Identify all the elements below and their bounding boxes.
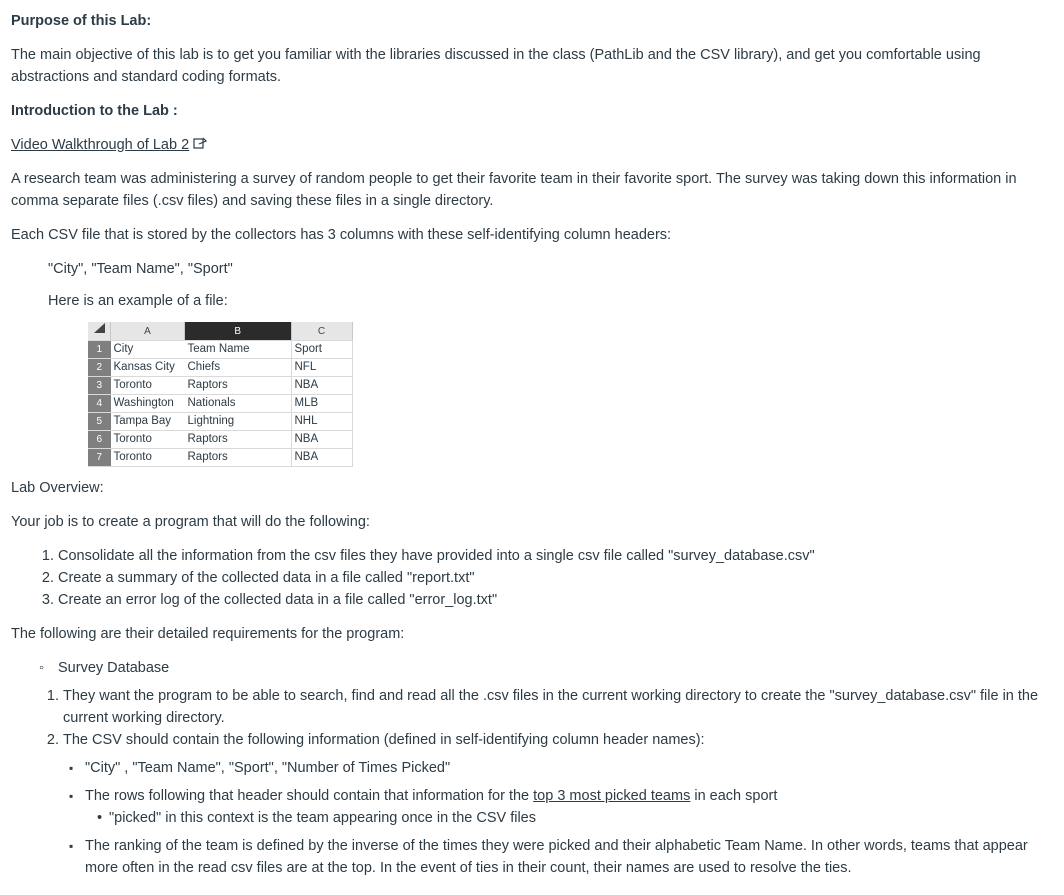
sheet-cell: Raptors xyxy=(185,449,292,467)
sheet-cell: NHL xyxy=(291,413,352,431)
example-label: Here is an example of a file: xyxy=(48,293,228,310)
sheet-corner xyxy=(88,322,111,341)
external-link-icon xyxy=(193,134,207,156)
sheet-cell: Team Name xyxy=(185,341,292,359)
rows-text-post: in each sport xyxy=(690,788,778,805)
sheet-col-a: A xyxy=(111,322,185,341)
example-spreadsheet xyxy=(88,322,353,467)
survey-database-label: Survey Database xyxy=(58,660,170,677)
list-item-text: The CSV should contain the following information (defined in self-identifying column header names): xyxy=(63,732,705,749)
overview-intro: Your job is to create a program that will do the following: xyxy=(11,514,370,531)
sheet-row-number: 4 xyxy=(88,395,111,413)
sheet-cell: Lightning xyxy=(185,413,292,431)
sheet-cell: Kansas City xyxy=(111,359,185,377)
sheet-cell: Tampa Bay xyxy=(111,413,185,431)
sheet-row xyxy=(88,359,352,377)
sheet-cell: Toronto xyxy=(111,431,185,449)
csv-details-list xyxy=(63,757,1053,879)
top-3-link: top 3 most picked teams xyxy=(533,788,691,805)
sheet-row xyxy=(88,449,352,467)
list-item: 1. They want the program to be able to search, find and read all the .csv files in the current working directory to create the "survey_database.csv" file in the current working directory. xyxy=(63,685,1053,729)
sheet-cell: Toronto xyxy=(111,449,185,467)
list-item: 2. Create a summary of the collected data in a file called "report.txt" xyxy=(58,567,1053,589)
list-item: 1. Consolidate all the information from the csv files they have provided into a single csv file called "survey_database.csv" xyxy=(58,545,1053,567)
sheet-col-c: C xyxy=(291,322,352,341)
sheet-cell: Chiefs xyxy=(185,359,292,377)
sheet-row xyxy=(88,395,352,413)
list-item xyxy=(63,729,1053,879)
sheet-cell: City xyxy=(111,341,185,359)
headers-example: "City", "Team Name", "Sport" xyxy=(48,261,233,278)
sheet-row-number: 5 xyxy=(88,413,111,431)
sheet-row xyxy=(88,413,352,431)
sheet-cell: MLB xyxy=(291,395,352,413)
sheet-cell: NBA xyxy=(291,377,352,395)
intro-heading: Introduction to the Lab : xyxy=(11,103,178,119)
video-walkthrough-link[interactable]: Video Walkthrough of Lab 2 xyxy=(11,137,190,153)
requirements-intro: The following are their detailed requirements for the program: xyxy=(11,626,405,643)
sheet-cell: Washington xyxy=(111,395,185,413)
list-item: 3. Create an error log of the collected data in a file called "error_log.txt" xyxy=(58,589,1053,611)
sheet-row xyxy=(88,431,352,449)
sheet-cell: Nationals xyxy=(185,395,292,413)
sheet-col-b: B xyxy=(185,322,292,341)
sheet-cell: Sport xyxy=(291,341,352,359)
intro-paragraph-2: Each CSV file that is stored by the collectors has 3 columns with these self-identifying column headers: xyxy=(11,227,672,244)
intro-paragraph-1: A research team was administering a survey of random people to get their favorite team in their favorite sport. The survey was taking down this information in comma separate files (.csv files) and saving these files in a single directory. xyxy=(11,171,1017,210)
overview-heading: Lab Overview: xyxy=(11,480,104,497)
sheet-row-number: 2 xyxy=(88,359,111,377)
sheet-cell: NBA xyxy=(291,449,352,467)
rows-text-pre: The rows following that header should contain that information for the xyxy=(85,788,534,805)
sheet-row-number: 1 xyxy=(88,341,111,359)
sheet-column-header-row xyxy=(88,322,352,341)
list-item: ▪ "City" , "Team Name", "Sport", "Number of Times Picked" xyxy=(85,757,1053,779)
sheet-cell: Raptors xyxy=(185,377,292,395)
sheet-row-number: 6 xyxy=(88,431,111,449)
sheet-row xyxy=(88,341,352,359)
list-item: ▪ The ranking of the team is defined by the inverse of the times they were picked and their alphabetic Team Name. In other words, teams that appear more often in the read csv files are at the top. In the event of ties in their count, their names are used to resolve the ties. xyxy=(85,835,1045,879)
sheet-cell: Toronto xyxy=(111,377,185,395)
list-item: • "picked" in this context is the team appearing once in the CSV files xyxy=(109,807,1053,829)
sheet-row-number: 7 xyxy=(88,449,111,467)
video-link-row xyxy=(11,134,1053,156)
sheet-cell: NBA xyxy=(291,431,352,449)
sheet-cell: NFL xyxy=(291,359,352,377)
survey-database-section xyxy=(39,657,1053,879)
picked-note-list xyxy=(85,807,1053,829)
sheet-row-number: 3 xyxy=(88,377,111,395)
sheet-cell: Raptors xyxy=(185,431,292,449)
sheet-row xyxy=(88,377,352,395)
purpose-heading: Purpose of this Lab: xyxy=(11,13,152,29)
list-item xyxy=(85,785,1053,829)
purpose-text: The main objective of this lab is to get you familiar with the libraries discussed in the class (PathLib and the CSV library), and get you comfortable using abstractions and standard coding formats. xyxy=(11,47,981,85)
requirements-list xyxy=(11,657,1053,879)
overview-list xyxy=(11,545,1053,611)
db-requirements-list xyxy=(11,685,1053,879)
